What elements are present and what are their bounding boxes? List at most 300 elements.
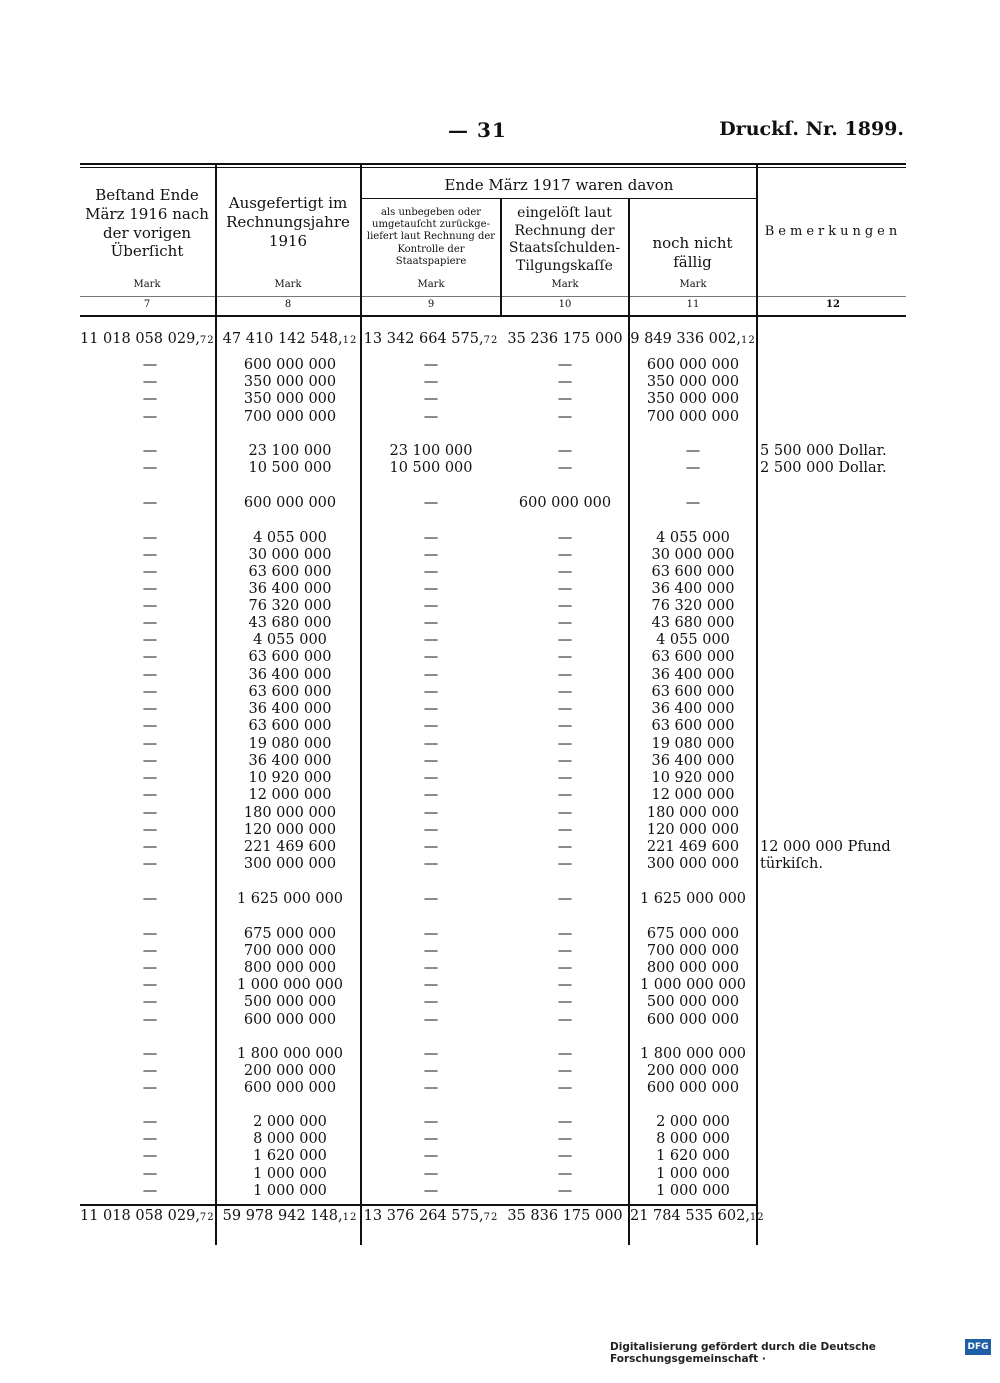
- cell-value: 4 055 000: [253, 632, 327, 648]
- cell-c9: [362, 736, 500, 753]
- cell-value: —: [142, 495, 158, 511]
- cell-c11: [630, 994, 756, 1011]
- cell-c11: 9 849 336 002,12: [630, 331, 756, 347]
- cell-value: 9 849 336 002: [630, 331, 737, 347]
- cell-value: 221 469 600: [646, 839, 740, 855]
- cell-c10: [502, 977, 628, 994]
- cell-value: —: [142, 856, 158, 872]
- cell-c11: [630, 1183, 756, 1200]
- cell-c8: [220, 632, 360, 649]
- cell-value: 63 600 000: [651, 564, 735, 580]
- cell-c10: [502, 718, 628, 735]
- cell-c11: [630, 632, 756, 649]
- cell-value: 10 920 000: [651, 770, 735, 786]
- cell-value: —: [557, 994, 573, 1010]
- cell-c7: [80, 943, 220, 960]
- table-row: [80, 701, 910, 718]
- cell-c10: [502, 460, 628, 477]
- cell-c8: [220, 374, 360, 391]
- cell-c11: [630, 960, 756, 977]
- cell-value: —: [423, 701, 439, 717]
- cell-c10: [502, 547, 628, 564]
- cell-c7: [80, 701, 220, 718]
- cell-c12: [760, 443, 910, 460]
- cell-c11: [630, 839, 756, 856]
- cell-c9: [362, 718, 500, 735]
- cell-c11: [630, 1148, 756, 1165]
- table-row: [80, 1046, 910, 1063]
- cell-value: —: [142, 443, 158, 459]
- cell-c11: [630, 564, 756, 581]
- cell-c11: [630, 684, 756, 701]
- cell-value: 700 000 000: [243, 943, 337, 959]
- cell-value: 350 000 000: [646, 374, 740, 390]
- table-row: [80, 684, 910, 701]
- table-row: [80, 1080, 910, 1097]
- cell-c9: [362, 856, 500, 873]
- cell-value: 35 836 175 000: [507, 1208, 623, 1224]
- cell-value: —: [142, 753, 158, 769]
- cell-c8: [220, 822, 360, 839]
- cell-c8: 47 410 142 548,12: [222, 331, 358, 347]
- cell-value: 12 000 000 Pfund: [760, 839, 891, 855]
- cell-c10: [502, 409, 628, 426]
- cell-value: —: [423, 495, 439, 511]
- cell-c7: [80, 977, 220, 994]
- cell-value: —: [557, 977, 573, 993]
- dfg-logo: DFG: [965, 1339, 991, 1355]
- cell-c9: [362, 495, 500, 512]
- cell-value: 180 000 000: [243, 805, 337, 821]
- cell-value: 675 000 000: [646, 926, 740, 942]
- cell-c8: [220, 1063, 360, 1080]
- cell-c8: [220, 564, 360, 581]
- cell-c7: [80, 581, 220, 598]
- table-row: [80, 530, 910, 547]
- cell-c9: [362, 598, 500, 615]
- cell-value: —: [557, 822, 573, 838]
- cell-c9: [362, 994, 500, 1011]
- cell-c11: [630, 460, 756, 477]
- col10-number: 10: [558, 299, 572, 310]
- cell-c9: [362, 564, 500, 581]
- cell-c9: [362, 615, 500, 632]
- cell-c10: [502, 649, 628, 666]
- cell-value: 1 000 000 000: [236, 977, 344, 993]
- table-row: [80, 770, 910, 787]
- cell-value: —: [142, 1046, 158, 1062]
- cell-value: 63 600 000: [248, 718, 332, 734]
- cell-value: —: [142, 409, 158, 425]
- cell-value: 19 080 000: [651, 736, 735, 752]
- cell-value: 1 625 000 000: [639, 891, 747, 907]
- cell-value: 700 000 000: [646, 409, 740, 425]
- cell-c8: [220, 770, 360, 787]
- cell-c9: [362, 649, 500, 666]
- cell-value: —: [423, 977, 439, 993]
- cell-c10: [502, 1080, 628, 1097]
- cell-value: —: [557, 547, 573, 563]
- cell-c8: [220, 787, 360, 804]
- cell-value: —: [142, 994, 158, 1010]
- cell-c8: [220, 649, 360, 666]
- table-row: [80, 649, 910, 666]
- cell-c10: [502, 787, 628, 804]
- cell-c8: [220, 1012, 360, 1029]
- cell-c7: [80, 667, 220, 684]
- table-row: [80, 787, 910, 804]
- cell-c7: [80, 1080, 220, 1097]
- cell-value: —: [142, 374, 158, 390]
- cell-c7: [80, 391, 220, 408]
- cell-fraction: 72: [483, 335, 499, 346]
- cell-c9: [362, 581, 500, 598]
- cell-c11: [630, 667, 756, 684]
- cell-value: —: [142, 598, 158, 614]
- cell-c8: [220, 839, 360, 856]
- cell-c7: [80, 460, 220, 477]
- cell-value: —: [557, 598, 573, 614]
- cell-value: 76 320 000: [651, 598, 735, 614]
- cell-c11: [630, 926, 756, 943]
- col11-header: noch nicht fällig: [652, 234, 733, 271]
- cell-c11: [630, 822, 756, 839]
- cell-c9: [362, 1114, 500, 1131]
- cell-c9: [362, 547, 500, 564]
- cell-c11: [630, 701, 756, 718]
- cell-c7: [80, 926, 220, 943]
- cell-value: —: [142, 787, 158, 803]
- cell-c8: [220, 977, 360, 994]
- cell-c9: [362, 684, 500, 701]
- cell-value: 2 500 000 Dollar.: [760, 460, 887, 476]
- page-number: — 31: [448, 118, 507, 142]
- cell-value: —: [142, 960, 158, 976]
- cell-c11: [630, 1166, 756, 1183]
- cell-c9: 13 376 264 575,72: [363, 1208, 499, 1224]
- cell-value: —: [142, 736, 158, 752]
- col11-unit: Mark: [679, 279, 707, 290]
- cell-value: —: [423, 564, 439, 580]
- cell-value: 120 000 000: [243, 822, 337, 838]
- cell-value: 8 000 000: [253, 1131, 327, 1147]
- cell-c8: [220, 753, 360, 770]
- table-row: [80, 926, 910, 943]
- col9-header: als unbegeben oder umgetauſcht zurückgeliefert laut Rechnung der Kontrolle der Staatspapiere: [366, 207, 496, 267]
- cell-c8: [220, 443, 360, 460]
- cell-c10: [502, 374, 628, 391]
- cell-value: 200 000 000: [243, 1063, 337, 1079]
- cell-fraction: 72: [199, 1212, 215, 1223]
- table-row: [80, 615, 910, 632]
- cell-c8: [220, 1183, 360, 1200]
- cell-value: 200 000 000: [646, 1063, 740, 1079]
- cell-value: —: [557, 1166, 573, 1182]
- table-row: [80, 1063, 910, 1080]
- cell-c9: [362, 822, 500, 839]
- cell-value: 350 000 000: [243, 374, 337, 390]
- cell-c9: [362, 943, 500, 960]
- cell-value: 23 100 000: [389, 443, 473, 459]
- table-row: [80, 391, 910, 408]
- cell-value: —: [423, 1166, 439, 1182]
- cell-c7: [80, 684, 220, 701]
- cell-value: —: [685, 460, 701, 476]
- cell-c8: [220, 1114, 360, 1131]
- cell-value: türkiſch.: [760, 856, 823, 872]
- table-row: [80, 1114, 910, 1131]
- cell-value: 43 680 000: [248, 615, 332, 631]
- cell-value: —: [685, 495, 701, 511]
- cell-c9: [362, 409, 500, 426]
- cell-c9: [362, 770, 500, 787]
- cell-value: 21 784 535 602: [630, 1208, 746, 1224]
- cell-c9: [362, 926, 500, 943]
- cell-c9: [362, 530, 500, 547]
- cell-value: 221 469 600: [243, 839, 337, 855]
- cell-c7: 11 018 058 029,72: [80, 331, 215, 347]
- cell-value: —: [557, 357, 573, 373]
- cell-c10: [502, 1131, 628, 1148]
- cell-value: —: [423, 822, 439, 838]
- cell-value: —: [557, 581, 573, 597]
- cell-value: 1 800 000 000: [236, 1046, 344, 1062]
- cell-value: —: [142, 632, 158, 648]
- cell-value: 800 000 000: [243, 960, 337, 976]
- cell-value: —: [557, 443, 573, 459]
- cell-value: —: [142, 891, 158, 907]
- cell-c10: [502, 598, 628, 615]
- cell-value: 19 080 000: [248, 736, 332, 752]
- cell-value: —: [557, 856, 573, 872]
- cell-c7: [80, 495, 220, 512]
- cell-c9: [362, 701, 500, 718]
- cell-fraction: 12: [342, 335, 358, 346]
- cell-value: —: [557, 530, 573, 546]
- cell-value: 35 236 175 000: [507, 331, 623, 347]
- cell-c11: [630, 581, 756, 598]
- cell-c9: [362, 1131, 500, 1148]
- cell-value: —: [557, 649, 573, 665]
- cell-value: 1 625 000 000: [236, 891, 344, 907]
- cell-value: —: [142, 822, 158, 838]
- cell-c7: [80, 736, 220, 753]
- cell-value: —: [423, 1131, 439, 1147]
- cell-value: 800 000 000: [646, 960, 740, 976]
- cell-c8: [220, 1148, 360, 1165]
- cell-value: —: [423, 960, 439, 976]
- cell-value: —: [423, 581, 439, 597]
- cell-c8: [220, 1080, 360, 1097]
- cell-value: 59 978 942 148: [222, 1208, 338, 1224]
- cell-value: —: [142, 581, 158, 597]
- cell-c10: [502, 443, 628, 460]
- cell-value: —: [557, 1046, 573, 1062]
- cell-c8: [220, 891, 360, 908]
- cell-value: 700 000 000: [646, 943, 740, 959]
- cell-value: 600 000 000: [518, 495, 612, 511]
- cell-value: 12 000 000: [651, 787, 735, 803]
- cell-c9: [362, 977, 500, 994]
- cell-value: 600 000 000: [646, 1080, 740, 1096]
- cell-value: 4 055 000: [656, 530, 730, 546]
- cell-c9: [362, 1183, 500, 1200]
- cell-value: —: [423, 615, 439, 631]
- cell-value: —: [557, 667, 573, 683]
- cell-c8: [220, 495, 360, 512]
- cell-value: —: [557, 770, 573, 786]
- cell-c9: [362, 787, 500, 804]
- table-row: [80, 667, 910, 684]
- cell-value: —: [423, 1012, 439, 1028]
- cell-value: —: [557, 960, 573, 976]
- cell-value: 350 000 000: [646, 391, 740, 407]
- cell-value: —: [142, 460, 158, 476]
- table-row: [80, 443, 910, 460]
- cell-value: —: [685, 443, 701, 459]
- cell-value: —: [423, 632, 439, 648]
- cell-value: —: [557, 564, 573, 580]
- cell-c8: [220, 1166, 360, 1183]
- cell-value: —: [557, 718, 573, 734]
- cell-value: —: [142, 1183, 158, 1199]
- cell-c11: [630, 977, 756, 994]
- cell-c8: [220, 701, 360, 718]
- total-row: [80, 1208, 910, 1225]
- cell-c8: 59 978 942 148,12: [222, 1208, 358, 1224]
- cell-value: —: [423, 1046, 439, 1062]
- cell-value: —: [142, 667, 158, 683]
- cell-value: 43 680 000: [651, 615, 735, 631]
- cell-c7: [80, 1046, 220, 1063]
- table-row: [80, 495, 910, 512]
- cell-c9: [362, 1046, 500, 1063]
- cell-value: —: [557, 1063, 573, 1079]
- cell-value: —: [557, 891, 573, 907]
- col12-header: Bemerkungen: [764, 224, 902, 239]
- cell-value: —: [557, 1131, 573, 1147]
- cell-value: —: [557, 701, 573, 717]
- cell-c7: [80, 718, 220, 735]
- cell-c7: [80, 1131, 220, 1148]
- cell-value: —: [557, 1183, 573, 1199]
- cell-value: 30 000 000: [651, 547, 735, 563]
- col8-header: Ausgefertigt im Rechnungsjahre 1916: [226, 194, 350, 250]
- cell-c8: [220, 667, 360, 684]
- cell-c9: [362, 1166, 500, 1183]
- cell-value: 1 000 000: [656, 1166, 730, 1182]
- cell-value: 8 000 000: [656, 1131, 730, 1147]
- cell-value: —: [557, 684, 573, 700]
- table-row: [80, 564, 910, 581]
- cell-c9: 13 342 664 575,72: [363, 331, 499, 347]
- cell-c9: [362, 667, 500, 684]
- col9-number: 9: [427, 299, 435, 310]
- cell-c7: [80, 1148, 220, 1165]
- table-row: [80, 1166, 910, 1183]
- cell-value: —: [557, 374, 573, 390]
- cell-value: —: [423, 530, 439, 546]
- cell-value: 76 320 000: [248, 598, 332, 614]
- cell-c9: [362, 460, 500, 477]
- cell-c10: [502, 943, 628, 960]
- cell-c7: [80, 649, 220, 666]
- cell-value: —: [423, 357, 439, 373]
- cell-c11: [630, 1114, 756, 1131]
- cell-value: —: [142, 943, 158, 959]
- cell-value: —: [423, 409, 439, 425]
- cell-c9: [362, 443, 500, 460]
- cell-c7: [80, 615, 220, 632]
- document-reference: Druckſ. Nr. 1899.: [719, 118, 904, 140]
- cell-value: —: [557, 615, 573, 631]
- cell-c11: [630, 391, 756, 408]
- table-row: [80, 891, 910, 908]
- cell-value: —: [142, 770, 158, 786]
- cell-c11: [630, 891, 756, 908]
- cell-c10: [502, 701, 628, 718]
- col7-header: Beſtand Ende März 1916 nach der vorigen Überſicht: [85, 186, 209, 261]
- cell-value: 300 000 000: [646, 856, 740, 872]
- cell-c9: [362, 891, 500, 908]
- table-row: [80, 994, 910, 1011]
- cell-value: 36 400 000: [248, 667, 332, 683]
- col8-unit: Mark: [274, 279, 302, 290]
- cell-value: 600 000 000: [243, 357, 337, 373]
- cell-c7: [80, 994, 220, 1011]
- cell-value: —: [142, 1131, 158, 1147]
- cell-c10: [502, 1046, 628, 1063]
- cell-c9: [362, 805, 500, 822]
- cell-c7: [80, 374, 220, 391]
- table-row: [80, 357, 910, 374]
- cell-c7: [80, 770, 220, 787]
- cell-c10: [502, 891, 628, 908]
- cell-value: —: [142, 1012, 158, 1028]
- cell-value: —: [423, 391, 439, 407]
- cell-value: —: [423, 1114, 439, 1130]
- cell-value: —: [423, 736, 439, 752]
- cell-value: —: [423, 994, 439, 1010]
- cell-value: —: [142, 839, 158, 855]
- cell-value: 350 000 000: [243, 391, 337, 407]
- table-row: [80, 460, 910, 477]
- cell-c9: [362, 1080, 500, 1097]
- cell-c10: [502, 615, 628, 632]
- cell-c11: [630, 856, 756, 873]
- cell-c10: [502, 1063, 628, 1080]
- col11-number: 11: [686, 299, 700, 310]
- cell-c11: [630, 770, 756, 787]
- cell-c10: [502, 805, 628, 822]
- cell-c11: [630, 547, 756, 564]
- table-row: [80, 718, 910, 735]
- cell-c10: [502, 736, 628, 753]
- cell-value: —: [557, 839, 573, 855]
- table-row: [80, 1131, 910, 1148]
- cell-c9: [362, 753, 500, 770]
- cell-c7: [80, 891, 220, 908]
- cell-c9: [362, 1148, 500, 1165]
- cell-value: —: [423, 943, 439, 959]
- cell-c10: [502, 1208, 628, 1225]
- cell-c10: [502, 1183, 628, 1200]
- cell-c9: [362, 374, 500, 391]
- cell-c8: [220, 530, 360, 547]
- cell-value: —: [423, 649, 439, 665]
- cell-value: —: [557, 926, 573, 942]
- table-row: [80, 547, 910, 564]
